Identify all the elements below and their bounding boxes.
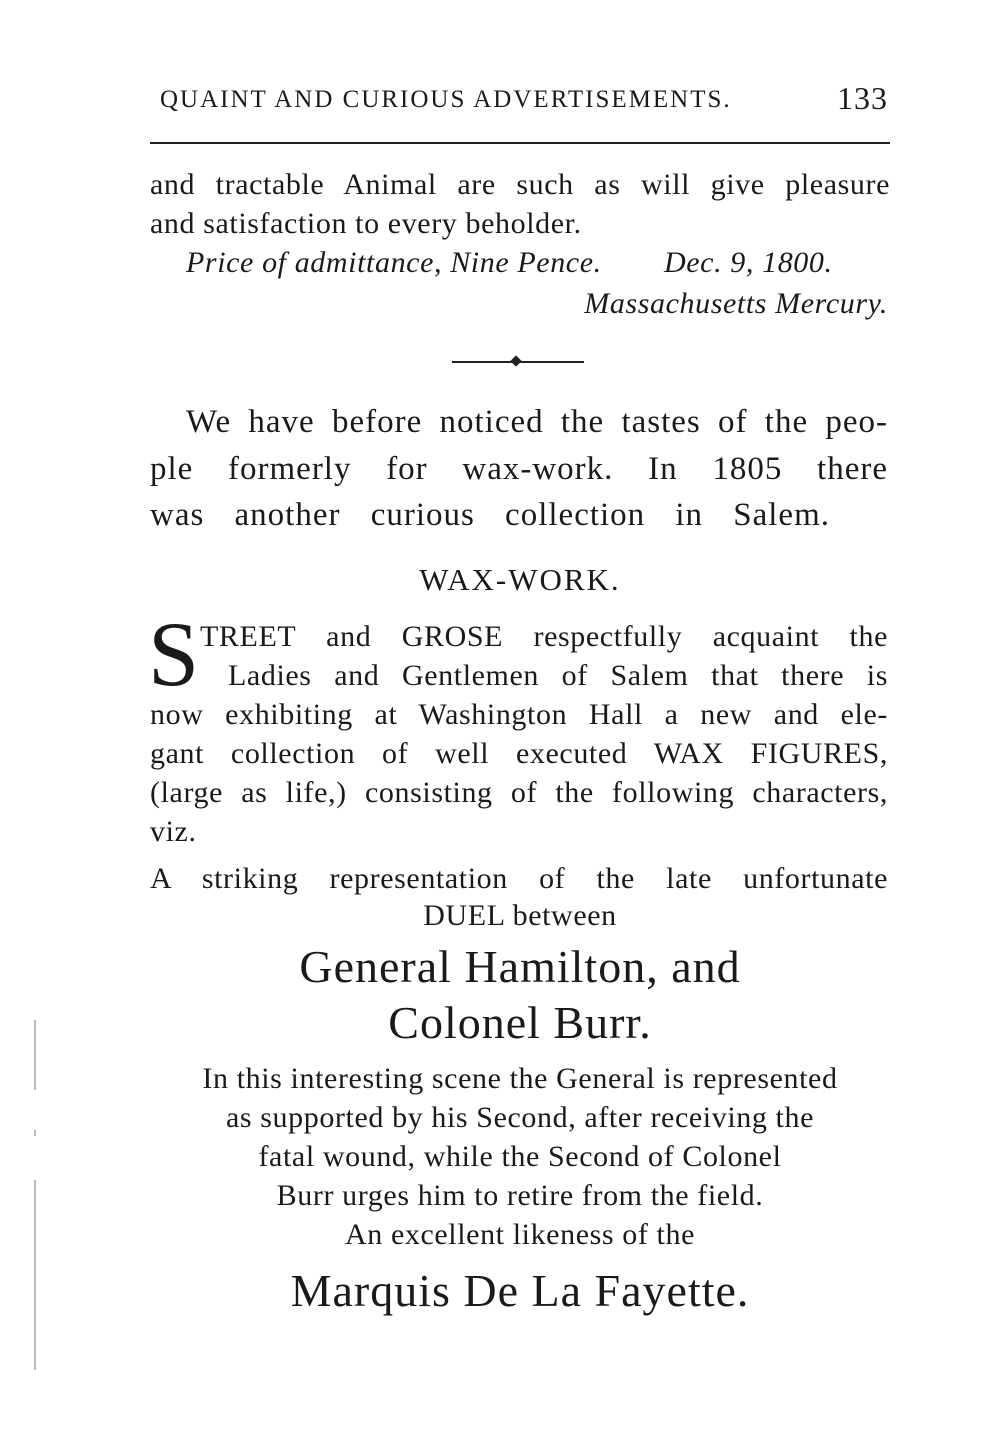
section-divider: [452, 357, 584, 367]
ad-line-3: now exhibiting at Washington Hall a new and ele-: [150, 698, 888, 731]
running-header: [150, 82, 888, 122]
date-line: Dec. 9, 1800.: [664, 246, 833, 279]
desc-line-3: fatal wound, while the Second of Colonel: [258, 1140, 782, 1173]
source-line: Massachusetts Mercury.: [584, 287, 888, 320]
intro-line-3: was another curious collection in Salem.: [150, 497, 830, 533]
drop-cap: S: [148, 603, 200, 705]
ad-line-4: gant collection of well executed WAX FIGURES,: [150, 737, 888, 770]
ad-line-8: DUEL between: [423, 899, 617, 932]
display-hamilton: General Hamilton, and: [299, 941, 741, 992]
price-line: Price of admittance, Nine Pence.: [186, 246, 602, 279]
page-number: 133: [837, 80, 888, 116]
desc-line-2: as supported by his Second, after receiving the: [225, 1101, 815, 1134]
display-burr: Colonel Burr.: [388, 997, 652, 1048]
desc-line-5: An excellent likeness of the: [344, 1218, 696, 1251]
scan-mark: [34, 1130, 36, 1136]
intro-line-2: ple formerly for wax-work. In 1805 there: [150, 451, 888, 487]
ad-line-1: TREET and GROSE respectfully acquaint the: [200, 620, 888, 653]
ad-line-2: Ladies and Gentlemen of Salem that there is: [228, 659, 888, 692]
ad-line-5: (large as life,) consisting of the following characters,: [150, 776, 888, 809]
desc-line-1: In this interesting scene the General is represented: [202, 1062, 838, 1095]
ad-line-7: A striking representation of the late unfortunate: [150, 862, 888, 895]
header-rule: [150, 142, 890, 144]
desc-line-4: Burr urges him to retire from the field.: [276, 1179, 764, 1212]
display-lafayette: Marquis De La Fayette.: [290, 1265, 750, 1316]
scan-mark: [34, 1180, 36, 1370]
intro-line-1: We have before noticed the tastes of the peo-: [186, 404, 888, 440]
continuation-line-1: and tractable Animal are such as will give pleasure: [150, 168, 890, 201]
continuation-line-2: and satisfaction to every beholder.: [150, 207, 582, 240]
scan-mark: [34, 1020, 36, 1090]
ad-line-6: viz.: [150, 815, 197, 848]
header-title: QUAINT AND CURIOUS ADVERTISEMENTS.: [160, 86, 732, 113]
ad-heading: WAX-WORK.: [419, 562, 621, 597]
